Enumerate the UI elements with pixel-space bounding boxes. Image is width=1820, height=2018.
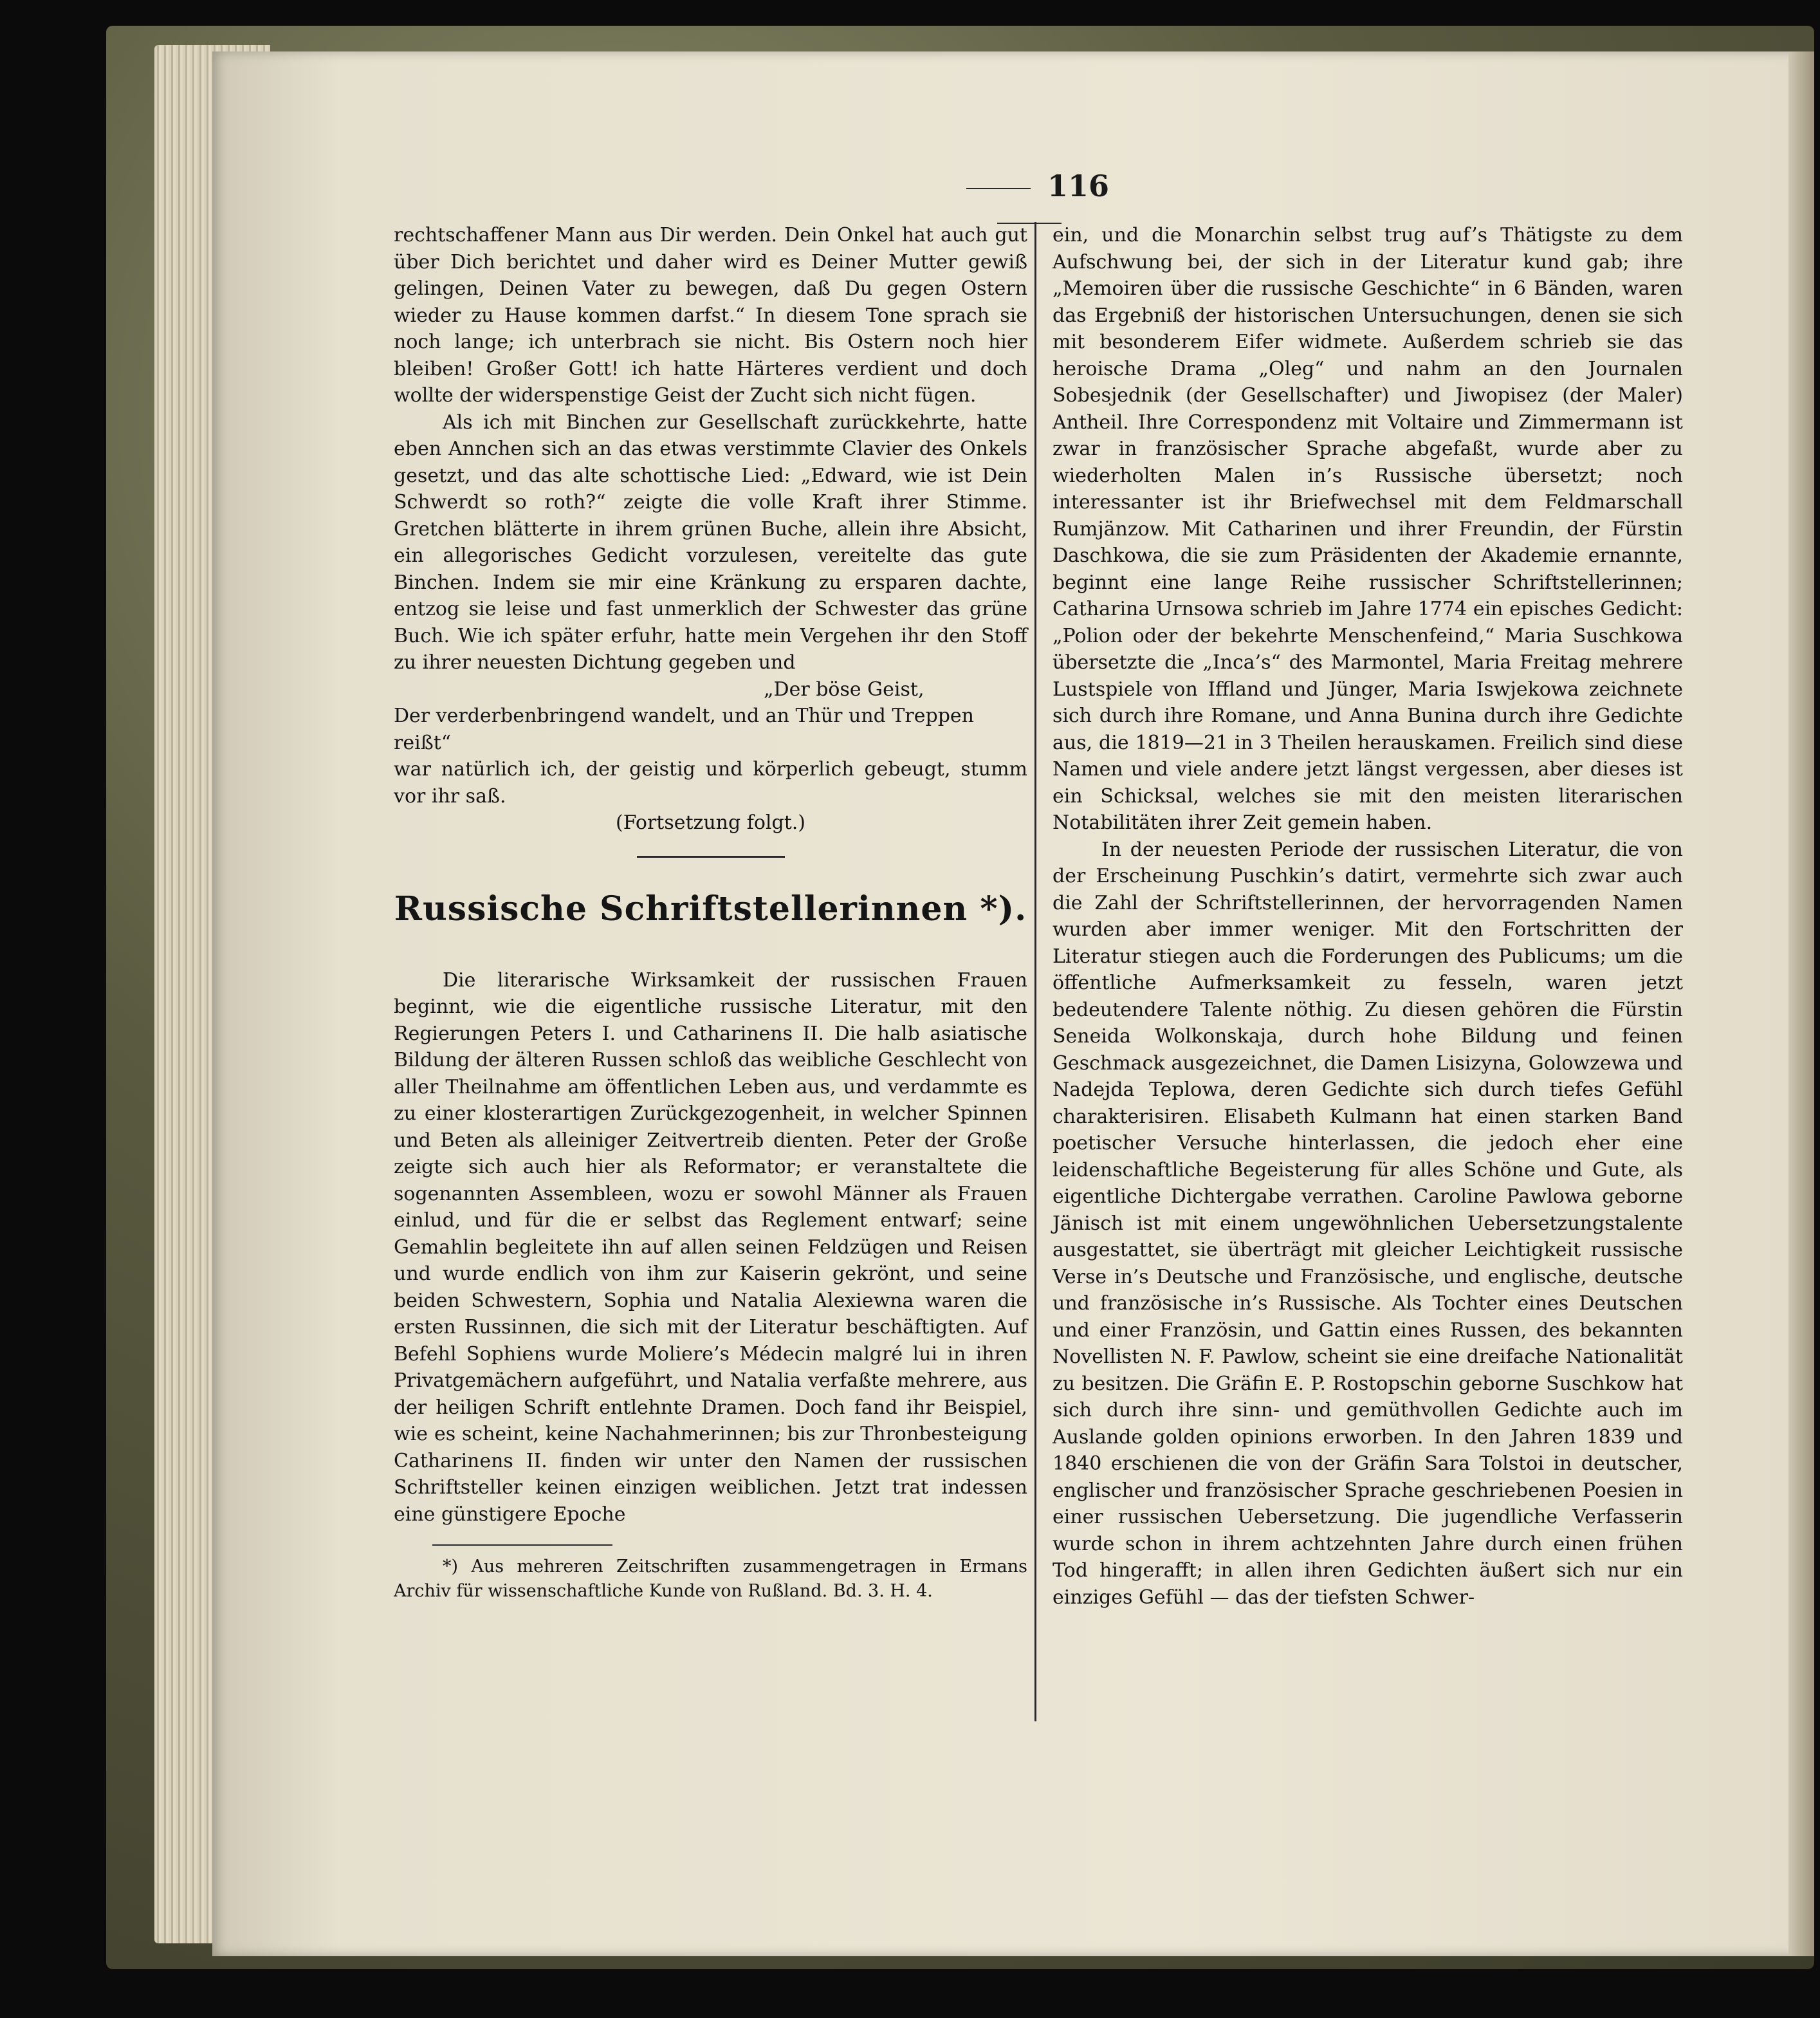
verse-quote [394, 676, 1027, 757]
paragraph: In der neuesten Periode der russischen Literatur, die von der Erscheinung Puschkin’s datirt, vermehrte sich zwar auch die Zahl der Schriftstellerinnen, der hervorragenden Namen wurden aber immer weniger. Mit den Fortschritten der Literatur stiegen auch die Forderungen des Publicums; um die öffentliche Aufmerksamkeit zu fesseln, waren jetzt bedeutendere Talente nöthig. Zu diesen gehören die Fürstin Seneida Wolkonskaja, durch hohe Bildung und feinen Geschmack ausgezeichnet, die Damen Lisizyna, Golowzewa und Nadejda Teplowa, deren Gedichte sich durch tiefes Gefühl charakterisiren. Elisabeth Kulmann hat einen starken Band poetischer Versuche hinterlassen, die jedoch eher eine leidenschaftliche Begeisterung für alles Schöne und Gute, als eigentliche Dichtergabe verrathen. Caroline Pawlowa geborne Jänisch ist mit einem ungewöhnlichen Uebersetzungstalente ausgestattet, sie überträgt mit gleicher Leichtigkeit russische Verse in’s Deutsche und Französische, und englische, deutsche und französische in’s Russische. Als Tochter eines Deutschen und einer Französin, und Gattin eines Russen, des bekannten Novellisten N. F. Pawlow, scheint sie eine dreifache Nationalität zu besitzen. Die Gräfin E. P. Rostopschin geborne Suschkow hat sich durch ihre sinn- und gemüthvollen Gedichte auch im Auslande golden opinions erworben. In den Jahren 1839 und 1840 erschienen die von der Gräfin Sara Tolstoi in deutscher, englischer und französischer Sprache geschriebenen Poesien in einer russischen Uebersetzung. Die jugendliche Verfasserin wurde schon in ihrem achtzehnten Jahre durch einen frühen Tod hingerafft; in allen ihren Gedichten äußert sich nur ein einziges Gefühl — das der tiefsten Schwer- [1052, 838, 1683, 1609]
section-title: Russische Schriftstellerinnen *). [394, 889, 1027, 929]
continuation-note: (Fortsetzung folgt.) [616, 811, 805, 834]
paragraph: war natürlich ich, der geistig und körperlich gebeugt, stumm vor ihr saß. [394, 758, 1027, 808]
footnote-rule [432, 1544, 612, 1546]
footnote: *) Aus mehreren Zeitschriften zusammengetragen in Ermans Archiv für wissenschaftliche Kunde von Rußland. Bd. 3. H. 4. [394, 1557, 1027, 1601]
paragraph: Als ich mit Binchen zur Gesellschaft zurückkehrte, hatte eben Annchen sich an das etwas verstimmte Clavier des Onkels gesetzt, und das alte schottische Lied: „Edward, wie ist Dein Schwerdt so roth?“ zeigte die volle Kraft ihrer Stimme. Gretchen blätterte in ihrem grünen Buche, allein ihre Absicht, ein allegorisches Gedicht vorzulesen, vereitelte das gute Binchen. Indem sie mir eine Kränkung zu ersparen dachte, entzog sie leise und fast unmerklich der Schwester das grüne Buch. Wie ich später erfuhr, hatte mein Vergehen ihr den Stoff zu ihrer neuesten Dichtung gegeben und [394, 411, 1027, 674]
paragraph: rechtschaffener Mann aus Dir werden. Dein Onkel hat auch gut über Dich berichtet und daher wird es Deiner Mutter gewiß gelingen, Deinen Vater zu bewegen, daß Du gegen Ostern wieder zu Hause kommen darfst.“ In diesem Tone sprach sie noch lange; ich unterbrach sie nicht. Bis Ostern noch hier bleiben! Großer Gott! ich hatte Härteres verdient und doch wollte der widerspenstige Geist der Zucht sich nicht fügen. [394, 224, 1027, 407]
page-number: 116 [1047, 169, 1110, 203]
paragraph: Die literarische Wirksamkeit der russischen Frauen beginnt, wie die eigentliche russische Literatur, mit den Regierungen Peters I. und Catharinens II. Die halb asiatische Bildung der älteren Russen schloß das weibliche Geschlecht von aller Theilnahme am öffentlichen Leben aus, und verdammte es zu einer klosterartigen Zurückgezogenheit, in welcher Spinnen und Beten als alleiniger Zeitvertreib dienten. Peter der Große zeigte sich auch hier als Reformator; er veranstaltete die sogenannten Assembleen, wozu er sowohl Männer als Frauen einlud, und für die er selbst das Reglement entwarf; seine Gemahlin begleitete ihn auf allen seinen Feldzügen und Reisen und wurde endlich von ihm zur Kaiserin gekrönt, und seine beiden Schwestern, Sophia und Natalia Alexiewna waren die ersten Russinnen, die sich mit der Literatur beschäftigten. Auf Befehl Sophiens wurde Moliere’s Médecin malgré lui in ihren Privatgemächern aufgeführt, und Natalia verfaßte mehrere, aus der heiligen Schrift entlehnte Dramen. Doch fand ihr Beispiel, wie es scheint, keine Nachahmerinnen; bis zur Thronbesteigung Catharinens II. finden wir unter den Namen der russischen Schriftsteller keinen einzigen weiblichen. Jetzt trat indessen eine günstigere Epoche [394, 968, 1027, 1526]
column-divider [1034, 222, 1036, 1721]
header-rule-left [966, 188, 1031, 189]
quote-line: „Der böse Geist, [764, 678, 924, 701]
quote-line: Der verderbenbringend wandelt, und an Thür und Treppen reißt“ [394, 705, 974, 754]
left-column [394, 222, 1027, 1604]
paragraph: ein, und die Monarchin selbst trug auf’s Thätigste zu dem Aufschwung bei, der sich in der Literatur kund gab; ihre „Memoiren über die russische Geschichte“ in 6 Bänden, waren das Ergebniß der historischen Untersuchungen, denen sie sich mit besonderem Eifer widmete. Außerdem schrieb sie das heroische Drama „Oleg“ und nahm an den Journalen Sobesjednik (der Gesellschafter) und Jiwopisez (der Maler) Antheil. Ihre Correspondenz mit Voltaire und Zimmermann ist zwar in französischer Sprache abgefaßt, wurde aber zu wiederholten Malen in’s Russische übersetzt; noch interessanter ist ihr Briefwechsel mit dem Feldmarschall Rumjänzow. Mit Catharinen und ihrer Freundin, der Fürstin Daschkowa, die sie zum Präsidenten der Akademie ernannte, beginnt eine lange Reihe russischer Schriftstellerinnen; Catharina Urnsowa schrieb im Jahre 1774 ein episches Gedicht: „Polion oder der bekehrte Menschenfeind,“ Maria Suschkowa übersetzte die „Inca’s“ des Marmontel, Maria Freitag mehrere Lustspiele von Iffland und Jünger, Maria Iswjekowa zeichnete sich durch ihre Romane, und Anna Bunina durch ihre Gedichte aus, die 1819—21 in 3 Theilen herauskamen. Freilich sind diese Namen und viele andere jetzt längst vergessen, aber dieses ist ein Schicksal, welches sie mit den meisten literarischen Notabilitäten ihrer Zeit gemein haben. [1052, 224, 1683, 834]
page-right-edge [1788, 51, 1814, 1956]
right-column [1052, 222, 1683, 1611]
section-divider [637, 856, 785, 858]
